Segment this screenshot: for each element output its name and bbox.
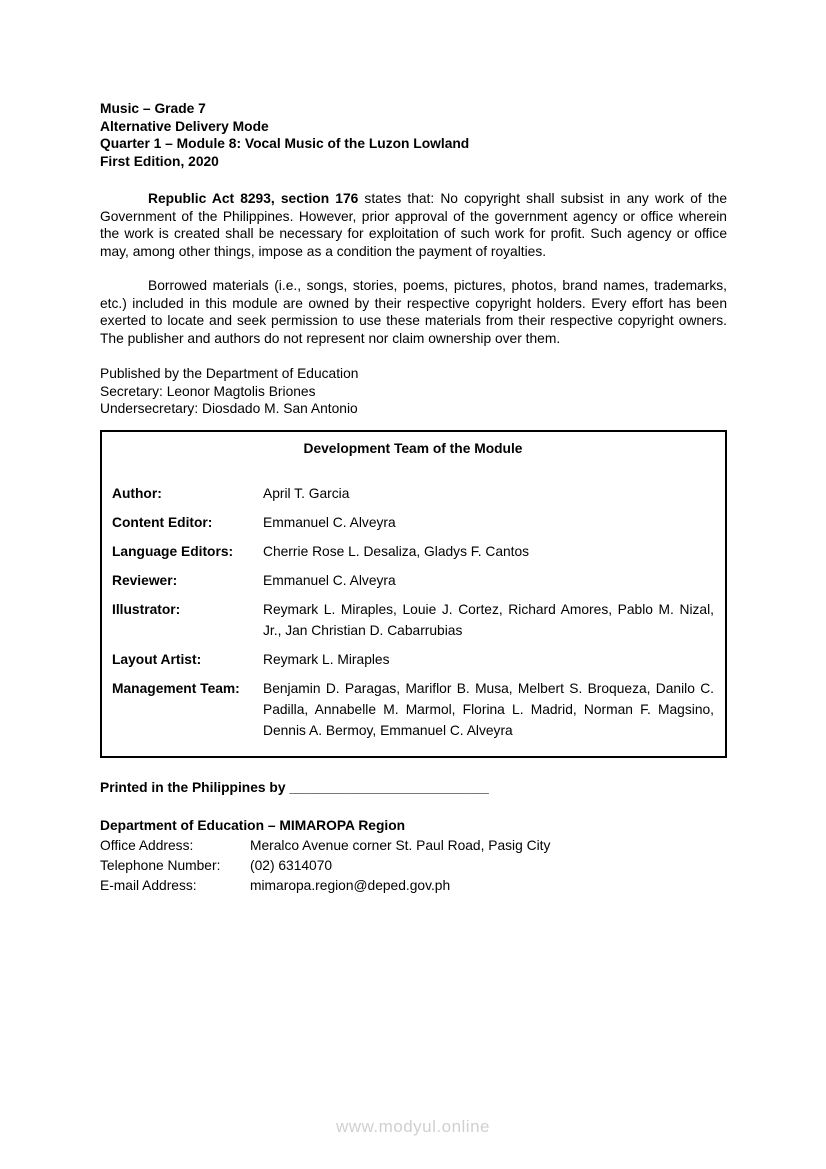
dev-team-row-reviewer — [112, 570, 714, 591]
page-content — [100, 100, 727, 896]
undersecretary-line: Undersecretary: Diosdado M. San Antonio — [100, 401, 358, 416]
row-value: Meralco Avenue corner St. Paul Road, Pasig City — [250, 837, 551, 853]
published-by-line: Published by the Department of Education — [100, 366, 359, 381]
development-team-box — [100, 430, 727, 759]
row-value: Reymark L. Miraples — [263, 652, 390, 667]
row-value: mimaropa.region@deped.gov.ph — [250, 877, 451, 893]
row-label: Management Team: — [112, 681, 240, 696]
row-label: Layout Artist: — [112, 652, 202, 667]
module-title-line: Quarter 1 – Module 8: Vocal Music of the Luzon Lowland — [100, 136, 470, 151]
publisher-block — [100, 365, 727, 418]
row-value: Reymark L. Miraples, Louie J. Cortez, Richard Amores, Pablo M. Nizal, Jr., Jan Christian D. Cabarrubias — [263, 602, 714, 638]
department-contact-block — [100, 816, 727, 896]
row-label: Office Address: — [100, 837, 194, 853]
module-header — [100, 100, 727, 170]
module-mode-line: Alternative Delivery Mode — [100, 118, 269, 134]
secretary-line: Secretary: Leonor Magtolis Briones — [100, 383, 316, 399]
row-label: Language Editors: — [112, 544, 234, 559]
dev-team-row-content-editor — [112, 512, 714, 533]
row-label: Telephone Number: — [100, 857, 221, 873]
row-value: Benjamin D. Paragas, Mariflor B. Musa, Melbert S. Broqueza, Danilo C. Padilla, Annabelle M. Marmol, Florina L. Madrid, Norman F. Magsino, Dennis A. Bermoy, Emmanuel C. Alveyra — [263, 681, 714, 738]
row-label: Content Editor: — [112, 515, 213, 530]
borrowed-materials-paragraph: Borrowed materials (i.e., songs, stories, poems, pictures, photos, brand names, trademarks, etc.) included in this module are owned by their respective copyright holders. Every effort has been exerted to locate and seek permission to use these materials from their respective copyright owners. The publisher and authors do not represent nor claim ownership over them. — [100, 278, 727, 346]
copyright-paragraph — [100, 190, 727, 260]
email-address-row — [100, 876, 727, 896]
development-team-title: Development Team of the Module — [303, 440, 523, 456]
row-label: Reviewer: — [112, 573, 178, 588]
republic-act-lead: Republic Act 8293, section 176 — [148, 191, 359, 206]
printed-label: Printed in the Philippines by — [100, 780, 290, 795]
office-address-row — [100, 836, 727, 856]
module-subject-line: Music – Grade 7 — [100, 101, 206, 116]
row-value: Emmanuel C. Alveyra — [263, 515, 396, 530]
department-title: Department of Education – MIMAROPA Region — [100, 817, 406, 833]
dev-team-row-illustrator — [112, 599, 714, 641]
printed-in-philippines-line — [100, 779, 727, 797]
telephone-number-row — [100, 856, 727, 876]
module-edition-line: First Edition, 2020 — [100, 153, 219, 169]
copyright-paragraph-text: states that: No copyright shall subsist in any work of the Government of the Philippines. However, prior approval of the government agency or office wherein the work is created shall be necessary for exploitation of such work for profit. Such agency or office may, among other things, impose as a condition the payment of royalties. — [100, 191, 727, 259]
dev-team-row-management-team — [112, 678, 714, 741]
dev-team-row-author — [112, 483, 714, 504]
dev-team-row-layout-artist — [112, 649, 714, 670]
row-label: Illustrator: — [112, 602, 181, 617]
row-value: Cherrie Rose L. Desaliza, Gladys F. Cantos — [263, 544, 530, 559]
row-value: Emmanuel C. Alveyra — [263, 573, 396, 588]
row-value: (02) 6314070 — [250, 857, 333, 873]
site-watermark: www.modyul.online — [335, 1117, 490, 1136]
printed-blank-line: __________________________ — [289, 780, 489, 795]
row-value: April T. Garcia — [263, 486, 350, 501]
row-label: Author: — [112, 486, 162, 501]
row-label: E-mail Address: — [100, 877, 197, 893]
dev-team-row-language-editors — [112, 541, 714, 562]
